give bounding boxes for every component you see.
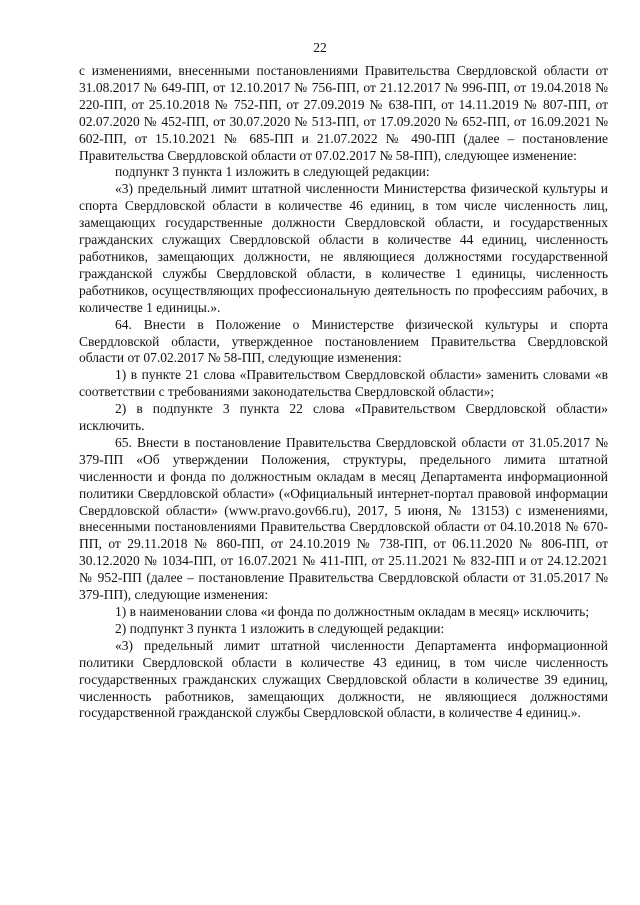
paragraph-item-65-2: 2) подпункт 3 пункта 1 изложить в следующей редакции: <box>115 620 445 636</box>
paragraph-item-65: 65. Внести в постановление Правительства Свердловской области от 31.05.2017 № 379-ПП «Об утверждении Положения, структуры, предельного лимита штатной численности и фонда по должностным окладам в месяц Департамента информационной политики Свердловской области» («Официальный интернет-портал правовой информации Свердловской области» (www.pravo.gov66.ru), 2017, 5 июня, № 13153) с изменениями, внесенными постановлениями Правительства Свердловской области от 04.10.2018 № 670-ПП, от 29.11.2018 № 860-ПП, от 24.10.2019 № 738-ПП, от 06.11.2020 № 806-ПП, от 30.12.2020 № 1034-ПП, от 16.07.2021 № 411-ПП, от 25.11.2021 № 832-ПП и от 24.12.2021 № 952-ПП (далее – постановление Правительства Свердловской области от 31.05.2017 № 379-ПП), следующие изменения: <box>79 434 608 603</box>
page-number: 22 <box>313 40 327 55</box>
paragraph-item-64-1: 1) в пункте 21 слова «Правительством Свердловской области» заменить словами «в соответствии с требованиями законодательства Свердловской области»; <box>79 367 608 400</box>
paragraph-quoted-ministry-limit: «3) предельный лимит штатной численности Министерства физической культуры и спорта Свердловской области в количестве 46 единиц, в том числе численность лиц, замещающих государственные должности Свердловской области, и государственных гражданских служащих Свердловской области в количестве 44 единиц, численность работников, замещающих должности, не являющиеся должностями государственной гражданской службы Свердловской области, в количестве 1 единицы, численность работников, осуществляющих профессиональную деятельность по профессиям рабочих, в количестве 1 единицы.». <box>79 181 608 315</box>
paragraph-item-64: 64. Внести в Положение о Министерстве физической культуры и спорта Свердловской области, утвержденное постановлением Правительства Свердловской области от 07.02.2017 № 58-ПП, следующие изменения: <box>79 316 608 366</box>
paragraph-item-65-1: 1) в наименовании слова «и фонда по должностным окладам в месяц» исключить; <box>115 604 590 619</box>
paragraph-subpoint-instruction: подпункт 3 пункта 1 изложить в следующей редакции: <box>115 164 430 180</box>
paragraph-item-64-2: 2) в подпункте 3 пункта 22 слова «Правительством Свердловской области» исключить. <box>79 401 608 434</box>
paragraph-continuation: с изменениями, внесенными постановлениями Правительства Свердловской области от 31.08.2017 № 649-ПП, от 12.10.2017 № 756-ПП, от 21.12.2017 № 996-ПП, от 19.04.2018 № 220-ПП, от 25.10.2018 № 752-ПП, от 27.09.2019 № 638-ПП, от 14.11.2019 № 807-ПП, от 02.07.2020 № 452-ПП, от 30.07.2020 № 513-ПП, от 17.09.2020 № 652-ПП, от 16.09.2021 № 602-ПП, от 15.10.2021 № 685-ПП и 21.07.2022 № 490-ПП (далее – постановление Правительства Свердловской области от 07.02.2017 № 58-ПП), следующее изменение: <box>79 63 608 163</box>
paragraph-quoted-department-limit: «3) предельный лимит штатной численности Департамента информационной политики Свердловской области в количестве 43 единиц, в том числе численность государственных гражданских служащих Свердловской области в количестве 39 единиц, численность работников, замещающих должности, не являющиеся должностями государственной гражданской службы Свердловской области, в количестве 4 единиц.». <box>79 637 608 721</box>
document-body <box>79 63 608 722</box>
